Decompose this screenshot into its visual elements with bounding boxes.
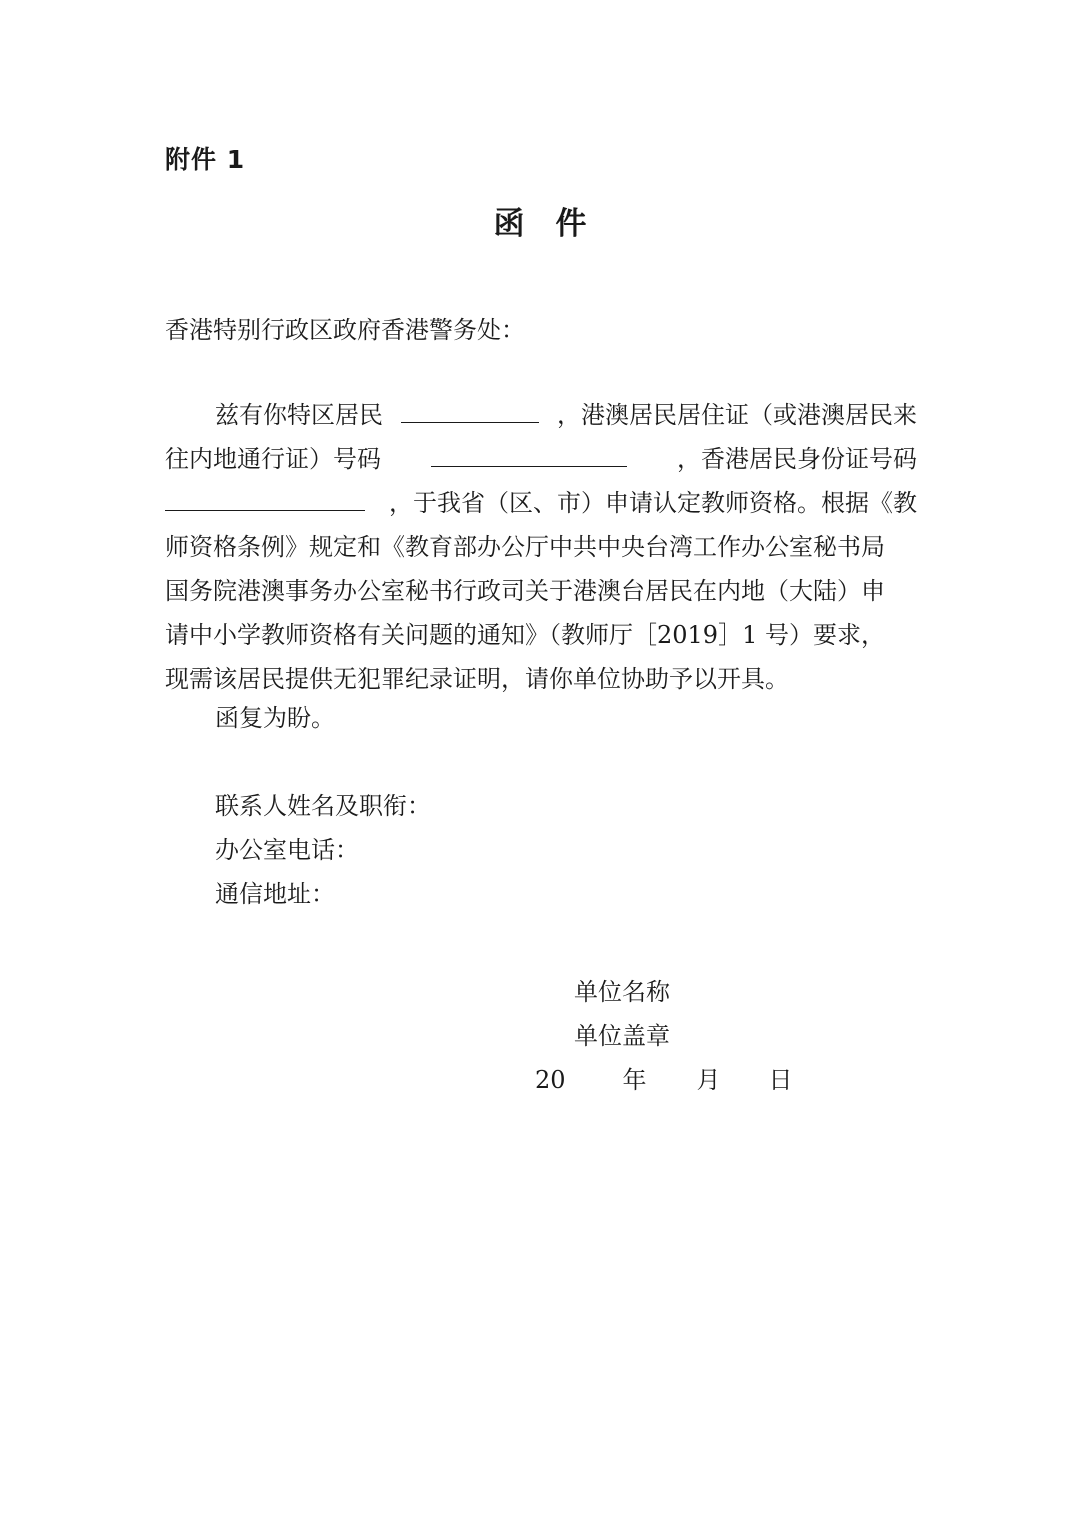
body-line-7 [165,657,917,701]
body-line-6 [165,613,917,657]
body-line-5-text: 国务院港澳事务办公室秘书行政司关于港澳台居民在内地（大陆）申 [165,577,885,605]
body-line-2 [165,437,917,481]
attachment-label: 附件 1 [165,145,246,174]
date-prefix: 20 [535,1066,566,1094]
body-line-7-text: 现需该居民提供无犯罪纪录证明，请你单位协助予以开具。 [165,665,789,693]
date-year: 年 [622,1066,647,1094]
body-line-1 [165,393,917,437]
body-line-1-end: ，港澳居民居住证（或港澳居民来 [557,401,917,429]
resident-name-blank [401,396,539,423]
document-title: 函 件 [493,206,587,242]
closing-line: 函复为盼。 [215,704,335,732]
body-line-2-start: 往内地通行证）号码 [165,445,381,473]
contact-address: 通信地址： [215,880,335,908]
date-day: 日 [768,1066,793,1094]
unit-seal: 单位盖章 [574,1022,670,1050]
hkid-number-blank [165,484,365,511]
unit-name: 单位名称 [574,978,670,1006]
date-month: 月 [696,1066,721,1094]
body-line-3-end: ，于我省（区、市）申请认定教师资格。根据《教 [389,489,917,517]
contact-phone: 办公室电话： [215,836,359,864]
date-line [535,1058,793,1102]
letter-body [165,393,917,701]
body-line-3 [165,481,917,525]
contact-name-title: 联系人姓名及职衔： [215,792,431,820]
body-line-4 [165,525,917,569]
permit-number-blank [431,440,627,467]
signature-block [574,970,670,1058]
body-line-6-text: 请中小学教师资格有关问题的通知》（教师厅［2019］1 号）要求， [165,621,885,649]
body-line-5 [165,569,917,613]
body-line-1-start: 兹有你特区居民 [215,401,383,429]
body-line-4-text: 师资格条例》规定和《教育部办公厅中共中央台湾工作办公室秘书局 [165,533,885,561]
recipient-line: 香港特别行政区政府香港警务处： [165,316,525,344]
contact-block [215,784,431,916]
body-line-2-end: ，香港居民身份证号码 [677,445,917,473]
